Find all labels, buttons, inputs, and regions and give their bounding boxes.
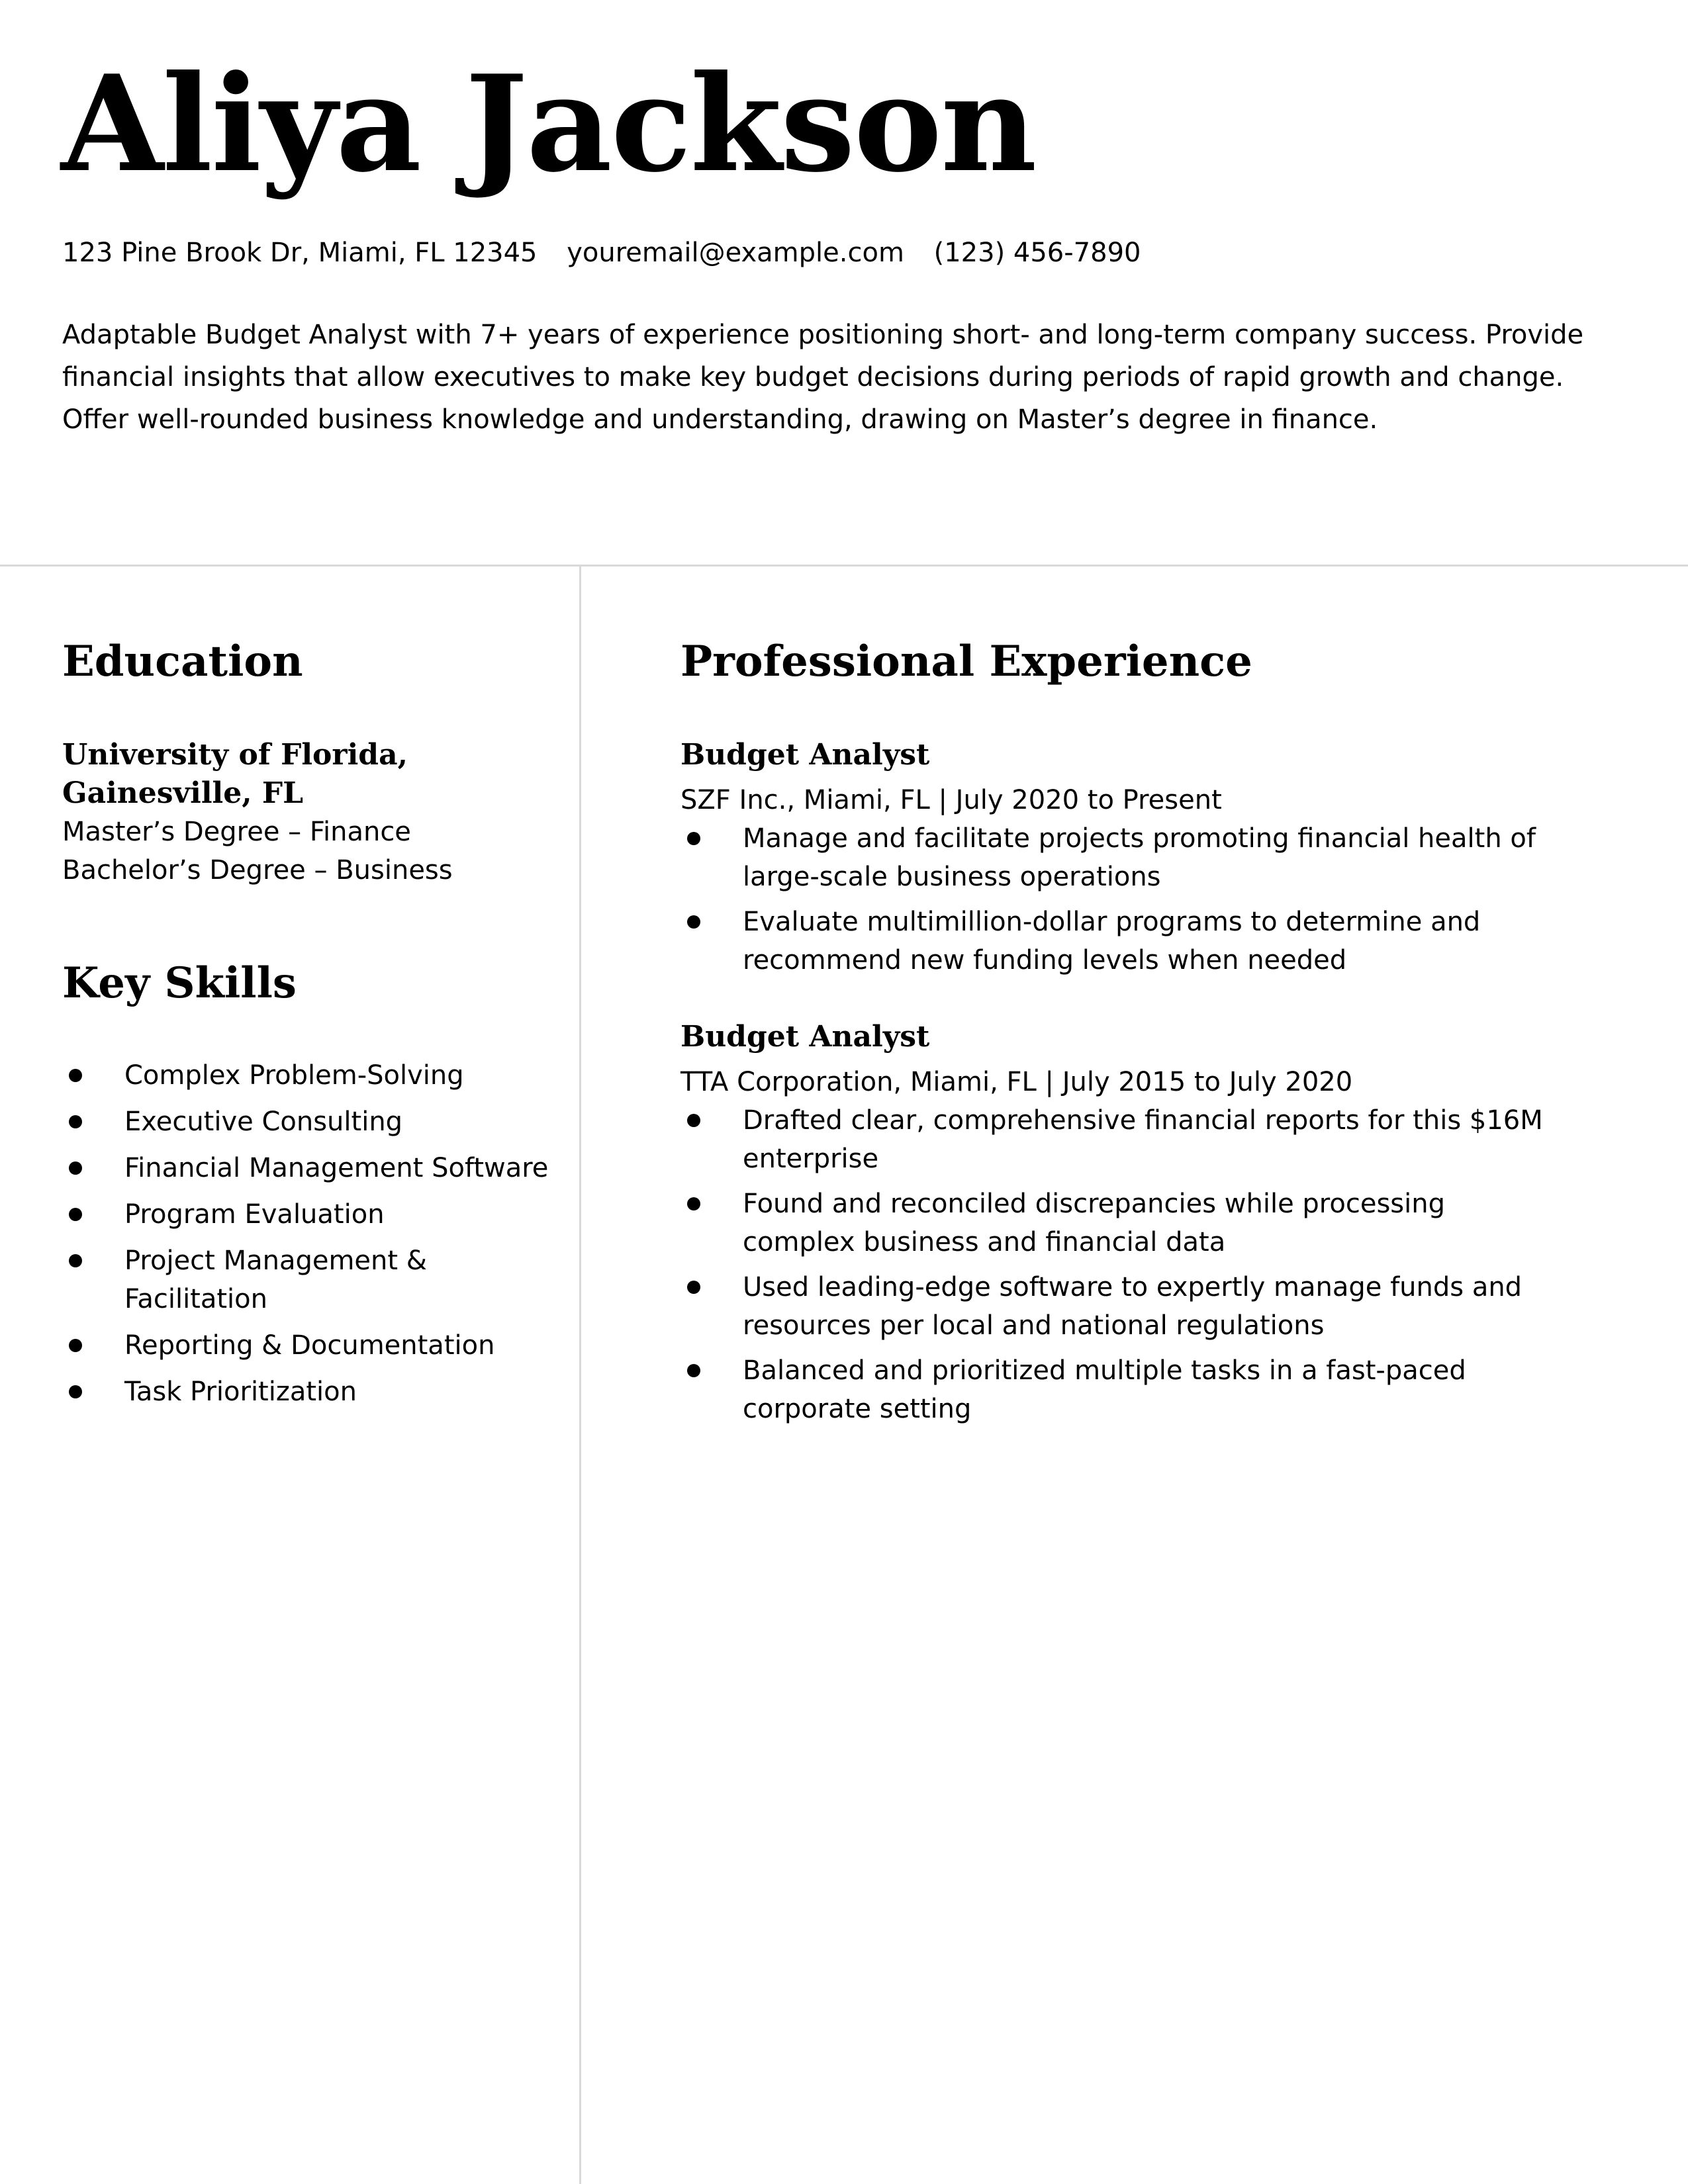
key-skills-heading: Key Skills — [62, 958, 297, 1008]
school-name-line-1: University of Florida, — [62, 738, 408, 772]
job-bullet — [680, 819, 1561, 896]
skill-item — [62, 1103, 565, 1141]
bullet-dot-icon — [69, 1069, 82, 1082]
vertical-divider — [579, 567, 581, 2184]
job-bullet — [680, 903, 1561, 979]
horizontal-divider — [0, 565, 1688, 567]
skill-item — [62, 1149, 565, 1187]
candidate-name: Aliya Jackson — [61, 46, 1036, 202]
job-bullet — [680, 1268, 1561, 1345]
skill-item — [62, 1326, 565, 1365]
job-bullet-text: Manage and facilitate projects promoting financial health of large-scale business operations — [743, 823, 1536, 892]
skill-item-text: Reporting & Documentation — [124, 1330, 495, 1361]
skill-item — [62, 1195, 565, 1234]
address-text: 123 Pine Brook Dr, Miami, FL 12345 — [62, 238, 538, 268]
contact-line — [62, 236, 1162, 270]
job-bullet — [680, 1351, 1561, 1428]
job-entry — [680, 1018, 1634, 1428]
degree-masters: Master’s Degree – Finance — [62, 817, 411, 847]
job-bullet-text: Drafted clear, comprehensive financial reports for this $16M enterprise — [743, 1105, 1543, 1174]
skill-item-text: Executive Consulting — [124, 1107, 403, 1137]
jobs-container — [680, 736, 1634, 1428]
bullet-dot-icon — [687, 832, 700, 845]
left-column — [62, 635, 565, 1419]
professional-summary: Adaptable Budget Analyst with 7+ years of experience positioning short- and long-term company success. Provide financial insights that allow executives to make key budget decisions during periods of rapid growth and change. Offer well-rounded business knowledge and understanding, drawing on Master’s degree in finance. — [62, 320, 1584, 435]
job-bullet-list — [680, 819, 1561, 979]
job-company-dates: TTA Corporation, Miami, FL | July 2015 to July 2020 — [680, 1067, 1353, 1097]
bullet-dot-icon — [687, 1114, 700, 1127]
bullet-dot-icon — [69, 1385, 82, 1398]
bullet-dot-icon — [687, 915, 700, 929]
job-title: Budget Analyst — [680, 1020, 930, 1054]
school-name — [62, 736, 565, 813]
bullet-dot-icon — [687, 1364, 700, 1377]
degree-bachelors: Bachelor’s Degree – Business — [62, 855, 453, 886]
bullet-dot-icon — [69, 1161, 82, 1175]
phone-text: (123) 456-7890 — [933, 238, 1141, 268]
bullet-dot-icon — [69, 1208, 82, 1221]
skill-item — [62, 1242, 565, 1318]
skill-item-text: Project Management & Facilitation — [124, 1246, 427, 1314]
right-column — [680, 635, 1634, 1435]
school-name-line-2: Gainesville, FL — [62, 776, 304, 810]
job-title: Budget Analyst — [680, 738, 930, 772]
skill-item — [62, 1373, 565, 1411]
skill-item-text: Task Prioritization — [124, 1377, 357, 1407]
job-bullet-text: Used leading-edge software to expertly manage funds and resources per local and national regulations — [743, 1272, 1523, 1341]
skills-list — [62, 1056, 565, 1411]
bullet-dot-icon — [69, 1254, 82, 1267]
job-bullet-text: Balanced and prioritized multiple tasks in a fast-paced corporate setting — [743, 1355, 1466, 1424]
job-bullet-list — [680, 1101, 1561, 1428]
job-entry — [680, 736, 1634, 979]
job-company-dates: SZF Inc., Miami, FL | July 2020 to Present — [680, 785, 1222, 815]
bullet-dot-icon — [687, 1197, 700, 1210]
skill-item-text: Program Evaluation — [124, 1199, 385, 1230]
bullet-dot-icon — [69, 1339, 82, 1352]
skill-item — [62, 1056, 565, 1095]
bullet-dot-icon — [687, 1281, 700, 1294]
job-bullet-text: Evaluate multimillion-dollar programs to determine and recommend new funding levels when needed — [743, 907, 1481, 976]
job-bullet — [680, 1185, 1561, 1261]
skill-item-text: Financial Management Software — [124, 1153, 549, 1183]
bullet-dot-icon — [69, 1115, 82, 1128]
job-bullet-text: Found and reconciled discrepancies while processing complex business and financial data — [743, 1189, 1445, 1257]
job-bullet — [680, 1101, 1561, 1178]
email-text: youremail@example.com — [567, 238, 904, 268]
skill-item-text: Complex Problem-Solving — [124, 1060, 464, 1091]
experience-heading: Professional Experience — [680, 637, 1252, 686]
education-heading: Education — [62, 637, 303, 686]
